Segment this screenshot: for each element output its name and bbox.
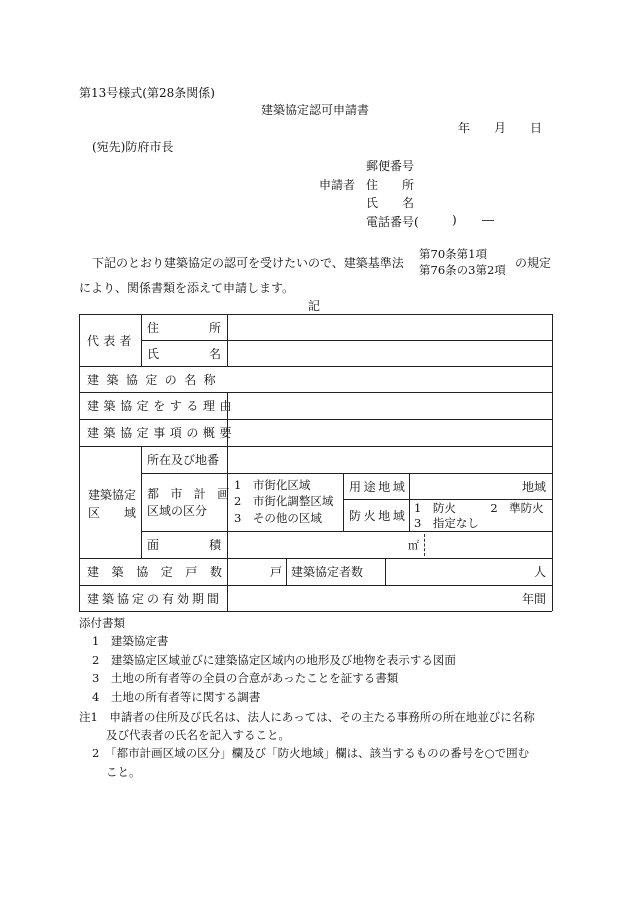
applicant-name-label: 氏 名	[366, 196, 415, 210]
attachment-item-4: 4 土地の所有者等に関する調書	[92, 690, 261, 704]
city-plan-label-2: 区域の区分	[147, 503, 208, 518]
households-label: 建築協定戸数	[87, 565, 235, 579]
addressee: (宛先)防府市長	[92, 140, 174, 154]
area-label-2: 区 域	[87, 505, 136, 520]
date-year: 年	[458, 121, 471, 135]
phone-dash: ―	[482, 213, 494, 227]
applicant-address-label: 住 所	[366, 178, 415, 192]
fire-option-2: 3 指定なし	[414, 516, 479, 530]
area-unit: ㎡	[408, 538, 419, 552]
signers-label: 建築協定者数	[291, 565, 364, 579]
use-district-suffix: 地域	[521, 479, 546, 494]
attachment-item-3: 3 土地の所有者等の全員の合意があったことを証する書類	[92, 671, 399, 685]
applicant-label: 申請者	[319, 178, 356, 192]
validity-label: 建築協定の有効期間	[87, 591, 223, 606]
city-plan-option-1: 1 市街化区域	[234, 478, 311, 492]
article-76: 第76条の3第2項	[419, 263, 506, 277]
city-plan-label-1: 都市計画	[147, 486, 241, 501]
area-size-label: 面 積	[147, 538, 221, 552]
note-1-line-2: 及び代表者の氏名を記入すること。	[106, 728, 290, 742]
note-1-line-1: 注1 申請者の住所及び氏名は、法人にあっては、その主たる事務所の所在地並びに名称	[79, 710, 535, 724]
attachment-item-2: 2 建築協定区域並びに建築協定区域内の地形及び地物を表示する図面	[92, 653, 456, 667]
agreement-name-label: 建築協定の名称	[87, 372, 224, 387]
note-2-line-2: こと。	[106, 765, 141, 779]
body-line1-end: の規定	[515, 256, 552, 270]
use-district-label: 用途地域	[349, 479, 408, 494]
agreement-reason-label: 建築協定をする理由	[87, 399, 237, 413]
fire-option-1: 1 防火 2 準防火	[414, 501, 544, 515]
phone-label: 電話番号(	[366, 215, 419, 229]
body-line2: により、関係書類を添えて申請します。	[79, 281, 295, 295]
city-plan-option-3: 3 その他の区域	[234, 511, 322, 525]
ki-mark: 記	[308, 299, 321, 313]
validity-unit: 年間	[521, 591, 546, 606]
phone-paren-close: )	[452, 213, 457, 227]
application-table	[79, 314, 552, 611]
area-label-1: 建築協定	[87, 487, 136, 502]
rep-address-label: 住 所	[147, 320, 221, 335]
date-day: 日	[530, 121, 543, 135]
note-2-line-1: 2 「都市計画区域の区分」欄及び「防火地域」欄は、該当するものの番号を○で囲む	[92, 746, 530, 760]
representative-label: 代表者	[87, 333, 136, 348]
body-line1-start: 下記のとおり建築協定の認可を受けたいので、建築基準法	[92, 256, 404, 270]
form-number: 第13号様式(第28条関係)	[79, 86, 215, 100]
attachments-heading: 添付書類	[79, 616, 125, 630]
form-title: 建築協定認可申請書	[261, 103, 370, 117]
article-70: 第70条第1項	[419, 247, 487, 261]
postal-code-label: 郵便番号	[366, 159, 415, 173]
signer-unit: 人	[533, 565, 546, 579]
location-label: 所在及び地番	[147, 453, 220, 467]
rep-name-label: 氏 名	[147, 346, 221, 361]
date-month: 月	[494, 121, 507, 135]
household-unit: 戸	[269, 565, 282, 579]
attachment-item-1: 1 建築協定書	[92, 634, 169, 648]
fire-district-label: 防火地域	[349, 508, 408, 523]
agreement-summary-label: 建築協定事項の概要	[87, 426, 237, 440]
city-plan-option-2: 2 市街化調整区域	[234, 494, 334, 508]
